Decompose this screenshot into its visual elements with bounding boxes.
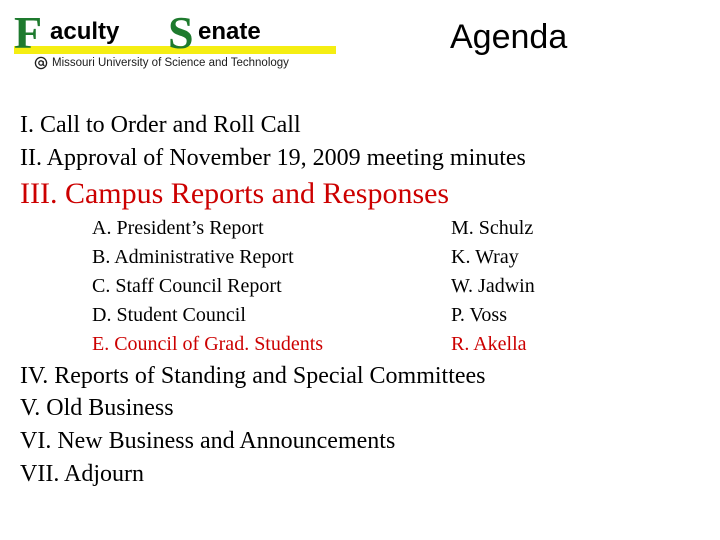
report-presenter-grad-students: R. Akella: [451, 333, 527, 355]
report-label-grad-students: E. Council of Grad. Students: [92, 333, 324, 355]
agenda-item-new-business: VI. New Business and Announcements: [20, 428, 396, 454]
report-presenter-staff-council: W. Jadwin: [451, 275, 535, 297]
report-presenter-administrative: K. Wray: [451, 246, 519, 268]
agenda-item-old-business: V. Old Business: [20, 395, 174, 421]
agenda-item-campus-reports: III. Campus Reports and Responses: [20, 177, 450, 210]
logo-word-faculty: aculty: [50, 18, 120, 45]
logo-initial-f: F: [14, 7, 43, 58]
report-label-administrative: B. Administrative Report: [92, 246, 294, 268]
report-presenter-student-council: P. Voss: [451, 304, 507, 326]
report-label-staff-council: C. Staff Council Report: [92, 275, 282, 297]
logo-initial-s: S: [168, 7, 194, 58]
agenda-item-call-to-order: I. Call to Order and Roll Call: [20, 112, 301, 138]
agenda-item-committee-reports: IV. Reports of Standing and Special Committees: [20, 363, 486, 389]
logo-tagline: Missouri University of Science and Technology: [52, 57, 289, 69]
report-label-president: A. President’s Report: [92, 217, 264, 239]
faculty-senate-logo: [12, 8, 337, 74]
report-presenter-president: M. Schulz: [451, 217, 534, 239]
slide-title: Agenda: [450, 18, 568, 56]
at-sign-icon: [34, 56, 48, 70]
agenda-item-approval-minutes: II. Approval of November 19, 2009 meeting minutes: [20, 145, 526, 171]
agenda-item-adjourn: VII. Adjourn: [20, 461, 144, 487]
report-label-student-council: D. Student Council: [92, 304, 246, 326]
logo-word-senate: enate: [198, 18, 261, 45]
